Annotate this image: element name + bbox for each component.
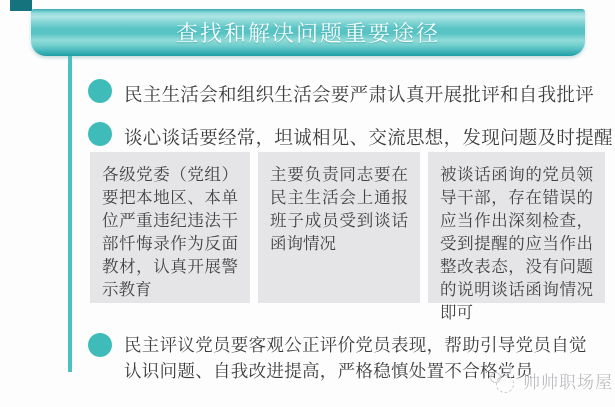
bullet-dot-icon [88, 122, 112, 146]
bullet-dot-icon [88, 79, 112, 103]
detail-box-2: 主要负责同志要在民主生活会上通报班子成员受到谈话函询情况 [258, 152, 420, 303]
bullet-item-2: 谈心谈话要经常，坦诚相见、交流思想，发现问题及时提醒 [124, 127, 613, 148]
bullet-item-3: 民主评议党员要客观公正评价党员表现，帮助引导党员自觉认识问题、自我改进提高，严格稳慎处置不合格党员 [124, 335, 587, 381]
page-title: 查找和解决问题重要途径 [175, 21, 440, 46]
bullet-item-1: 民主生活会和组织生活会要严肃认真开展批评和自我批评 [124, 84, 595, 105]
detail-box-1: 各级党委（党组）要把本地区、本单位严重违纪违法干部忏悔录作为反面教材，认真开展警示教育 [90, 152, 250, 303]
ribbon-fold [10, 0, 32, 11]
doodle-figure-icon [489, 366, 515, 394]
watermark [489, 366, 613, 394]
title-banner [31, 9, 585, 56]
detail-box-3: 被谈话函询的党员领导干部，存在错误的应当作出深刻检查，受到提醒的应当作出整改表态，没有问题的说明谈话函询情况即可 [428, 152, 605, 303]
bullet-dot-icon [88, 333, 112, 357]
watermark-text: 帅帅职场屋 [523, 372, 613, 392]
connector-spine [68, 56, 72, 372]
